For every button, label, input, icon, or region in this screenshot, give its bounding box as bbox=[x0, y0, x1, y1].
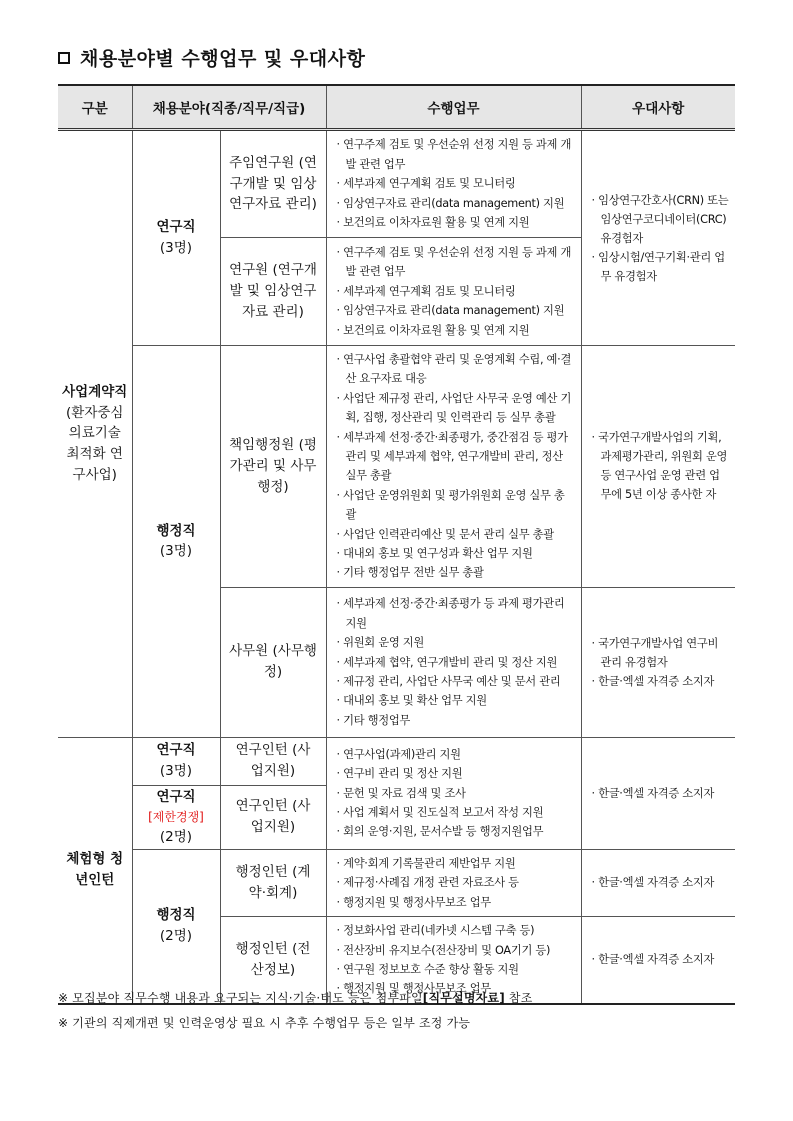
task-item: · 정보화사업 관리(네카넷 시스템 구축 등) bbox=[336, 924, 535, 938]
task-item: · 보건의료 이차자료원 활용 및 연계 지원 bbox=[336, 216, 530, 230]
task-item: · 대내외 홍보 및 연구성과 확산 업무 지원 bbox=[336, 547, 533, 561]
intern-research1-count: (3명) bbox=[159, 763, 193, 780]
contract-admin-cell bbox=[132, 346, 220, 738]
task-item: · 연구주제 검토 및 우선순위 선정 지원 등 과제 개발 관련 업무 bbox=[336, 138, 572, 171]
task-item: · 세부과제 선정·중간·최종평가 등 과제 평가관리 지원 bbox=[336, 597, 565, 630]
footnotes bbox=[58, 986, 533, 1036]
task-item: · 전산장비 유지보수(전산장비 및 OA기기 등) bbox=[336, 943, 551, 957]
footnote-1-bold: [직무설명자료] bbox=[422, 991, 505, 1005]
task-list-cell bbox=[326, 849, 581, 916]
contract-sub: (환자중심 의료기술 최적화 연구사업) bbox=[66, 404, 124, 484]
table-row bbox=[58, 346, 735, 588]
task-item: · 임상연구자료 관리(data management) 지원 bbox=[336, 304, 565, 318]
task-item: · 기타 행정업무 전반 실무 총괄 bbox=[336, 566, 484, 580]
intern-admin-label: 행정직 bbox=[156, 907, 196, 924]
role-title: 행정인턴 (전산정보) bbox=[220, 917, 326, 1004]
task-item: · 세부과제 협약, 연구개발비 관리 및 정산 지원 bbox=[336, 655, 558, 669]
contract-research-label: 연구직 bbox=[156, 219, 196, 236]
task-list-cell bbox=[326, 238, 581, 346]
role-title: 사무원 (사무행정) bbox=[220, 587, 326, 737]
pref-item: · 한글·엑셀 자격증 소지자 bbox=[591, 786, 715, 800]
task-item: · 문헌 및 자료 검색 및 조사 bbox=[336, 786, 466, 800]
intern-research1-cell bbox=[132, 737, 220, 785]
task-item: · 행정지원 및 행정사무보조 업무 bbox=[336, 982, 491, 996]
task-list-cell bbox=[326, 737, 581, 849]
pref-item: · 임상시험/연구기획·관리 업무 유경험자 bbox=[591, 250, 725, 283]
contract-research-cell bbox=[132, 130, 220, 346]
header-tasks: 수행업무 bbox=[326, 85, 581, 130]
task-item: · 연구원 정보보호 수준 향상 활동 지원 bbox=[336, 962, 519, 976]
header-category: 구분 bbox=[58, 85, 132, 130]
intern-research2-label: 연구직 bbox=[156, 789, 196, 806]
intern-research2-count: (2명) bbox=[159, 828, 193, 845]
role-title: 연구원 (연구개발 및 임상연구자료 관리) bbox=[220, 238, 326, 346]
task-item: · 연구주제 검토 및 우선순위 선정 지원 등 과제 개발 관련 업무 bbox=[336, 245, 572, 279]
task-item: · 세부과제 선정·중간·최종평가, 중간점검 등 평가관리 및 세부과제 협약, 연구개발비 관리, 정산 실무 총괄 bbox=[336, 430, 568, 483]
task-item: · 제규정 관리, 사업단 사무국 예산 및 문서 관리 bbox=[336, 675, 561, 689]
task-list-cell bbox=[326, 346, 581, 588]
pref-item: · 한글·엑셀 자격증 소지자 bbox=[591, 953, 715, 967]
pref-item: · 한글·엑셀 자격증 소지자 bbox=[591, 674, 715, 688]
task-item: · 기타 행정업무 bbox=[336, 713, 411, 727]
table-row bbox=[58, 849, 735, 916]
task-item: · 사업단 인력관리예산 및 문서 관리 실무 총괄 bbox=[336, 527, 554, 541]
pref-item: · 국가연구개발사업의 기획, 과제평가관리, 위원회 운영 등 연구사업 운영 관련 업무에 5년 이상 종사한 자 bbox=[591, 431, 728, 502]
contract-category-cell bbox=[58, 130, 132, 738]
role-title: 행정인턴 (계약·회계) bbox=[220, 849, 326, 916]
pref-item: · 임상연구간호사(CRN) 또는 임상연구코디네이터(CRC) 유경험자 bbox=[591, 193, 729, 245]
intern-research2-cell bbox=[132, 785, 220, 849]
table-row bbox=[58, 737, 735, 785]
section-title-text: 채용분야별 수행업무 및 우대사항 bbox=[80, 48, 366, 70]
restricted-badge: [제한경쟁] bbox=[148, 810, 204, 825]
task-item: · 행정지원 및 행정사무보조 업무 bbox=[336, 895, 491, 909]
task-item: · 계약·회계 기록물관리 제반업무 지원 bbox=[336, 856, 516, 870]
role-title: 연구인턴 (사업지원) bbox=[220, 737, 326, 785]
task-item: · 임상연구자료 관리(data management) 지원 bbox=[336, 196, 565, 210]
footnote-1-suffix: 참조 bbox=[504, 991, 533, 1005]
role-title: 주임연구원 (연구개발 및 임상연구자료 관리) bbox=[220, 130, 326, 238]
task-list-cell bbox=[326, 130, 581, 238]
table-header-row bbox=[58, 85, 735, 130]
contract-admin-count: (3명) bbox=[159, 543, 193, 560]
intern-admin-count: (2명) bbox=[159, 928, 193, 945]
section-title bbox=[58, 44, 365, 71]
intern-category-cell bbox=[58, 737, 132, 1003]
pref-item: · 국가연구개발사업 연구비 관리 유경험자 bbox=[591, 636, 719, 669]
intern-admin-cell bbox=[132, 849, 220, 1003]
footnote-2: ※ 기관의 직제개편 및 인력운영상 필요 시 추후 수행업무 등은 일부 조정 가능 bbox=[58, 1016, 471, 1030]
pref-item: · 한글·엑셀 자격증 소지자 bbox=[591, 876, 715, 890]
role-title: 책임행정원 (평가관리 및 사무행정) bbox=[220, 346, 326, 588]
task-item: · 회의 운영·지원, 문서수발 등 행정지원업무 bbox=[336, 825, 544, 839]
preference-cell bbox=[581, 130, 735, 346]
header-field: 채용분야(직종/직무/직급) bbox=[132, 85, 326, 130]
preference-cell bbox=[581, 849, 735, 916]
task-item: · 사업 계획서 및 진도실적 보고서 작성 지원 bbox=[336, 806, 544, 820]
role-title: 연구인턴 (사업지원) bbox=[220, 785, 326, 849]
task-item: · 연구사업 총괄협약 관리 및 운영계획 수립, 예·결산 요구자료 대응 bbox=[336, 353, 572, 386]
contract-label: 사업계약직 bbox=[62, 383, 128, 400]
task-item: · 위원회 운영 지원 bbox=[336, 636, 424, 650]
task-item: · 세부과제 연구계획 검토 및 모니터링 bbox=[336, 177, 516, 191]
task-item: · 사업단 운영위원회 및 평가위원회 운영 실무 총괄 bbox=[336, 488, 565, 522]
recruitment-table bbox=[58, 84, 735, 1005]
table-row bbox=[58, 130, 735, 238]
task-item: · 연구비 관리 및 정산 지원 bbox=[336, 767, 463, 781]
header-preference: 우대사항 bbox=[581, 85, 735, 130]
task-item: · 보건의료 이차자료원 활용 및 연계 지원 bbox=[336, 323, 530, 337]
task-item: · 제규정·사례집 개정 관련 자료조사 등 bbox=[336, 876, 519, 890]
intern-label: 체험형 청년인턴 bbox=[66, 851, 124, 889]
square-bullet-icon bbox=[58, 52, 70, 64]
footnote-1 bbox=[58, 986, 533, 1011]
footnote-1-prefix: ※ 모집분야 직무수행 내용과 요구되는 지식·기술·태도 등은 첨부파일 bbox=[58, 991, 423, 1005]
task-item: · 사업단 제규정 관리, 사업단 사무국 운영 예산 기획, 집행, 정산관리 및 인력관리 등 실무 총괄 bbox=[336, 391, 572, 425]
task-item: · 대내외 홍보 및 확산 업무 지원 bbox=[336, 694, 487, 708]
preference-cell bbox=[581, 587, 735, 737]
preference-cell bbox=[581, 917, 735, 1004]
preference-cell bbox=[581, 346, 735, 588]
task-item: · 세부과제 연구계획 검토 및 모니터링 bbox=[336, 284, 516, 298]
intern-research1-label: 연구직 bbox=[156, 742, 196, 759]
contract-admin-label: 행정직 bbox=[156, 522, 196, 539]
task-list-cell bbox=[326, 587, 581, 737]
contract-research-count: (3명) bbox=[159, 240, 193, 256]
preference-cell bbox=[581, 737, 735, 849]
task-item: · 연구사업(과제)관리 지원 bbox=[336, 747, 461, 761]
